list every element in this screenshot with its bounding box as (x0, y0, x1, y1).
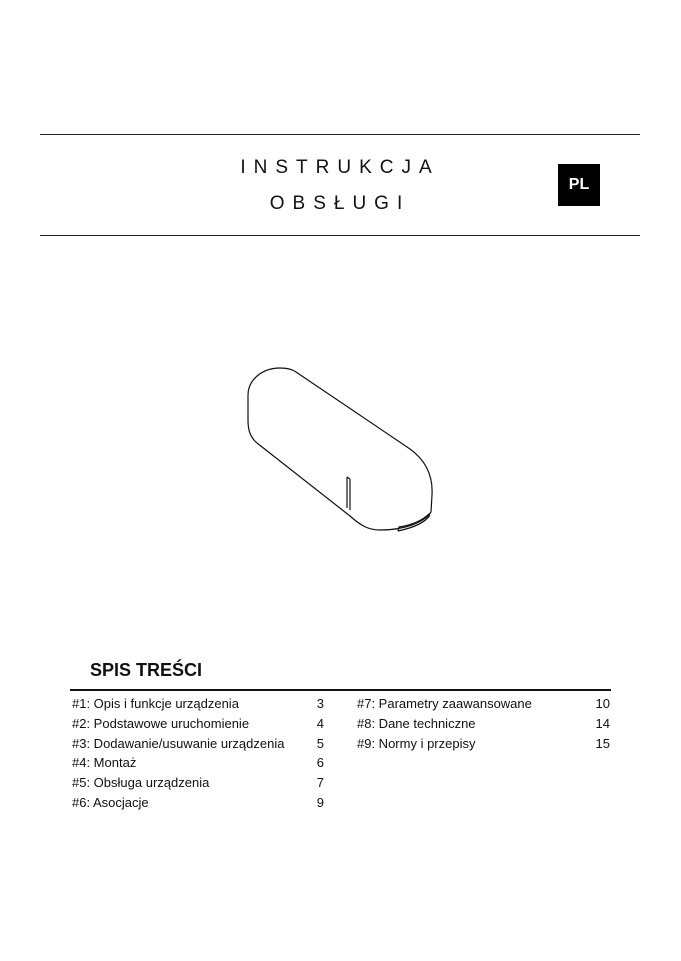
toc-item[interactable]: #7: Parametry zaawansowane 10 (357, 696, 610, 711)
device-slot (347, 477, 350, 510)
title-line-1: INSTRUKCJA (240, 157, 440, 178)
toc-item[interactable]: #8: Dane techniczne 14 (357, 715, 610, 731)
toc-rule (70, 689, 611, 691)
toc-item[interactable]: #3: Dodawanie/usuwanie urządzenia 5 (72, 735, 324, 751)
toc-item[interactable]: #2: Podstawowe uruchomienie 4 (72, 715, 324, 731)
title-line-2: OBSŁUGI (269, 193, 411, 214)
device-outline (248, 368, 432, 530)
toc-item[interactable]: #5: Obsługa urządzenia 7 (72, 775, 324, 791)
toc-right-column (357, 694, 610, 753)
language-badge: PL (558, 164, 600, 206)
toc-item[interactable]: #1: Opis i funkcje urządzenia 3 (72, 696, 324, 711)
toc-item[interactable]: #4: Montaż 6 (72, 755, 324, 771)
device-edge-arc (398, 513, 430, 531)
toc-left-column (72, 694, 324, 813)
toc-title: SPIS TREŚCI (90, 660, 203, 680)
toc-item[interactable]: #6: Asocjacje 9 (72, 794, 324, 810)
toc-item[interactable]: #9: Normy i przepisy 15 (357, 735, 610, 751)
